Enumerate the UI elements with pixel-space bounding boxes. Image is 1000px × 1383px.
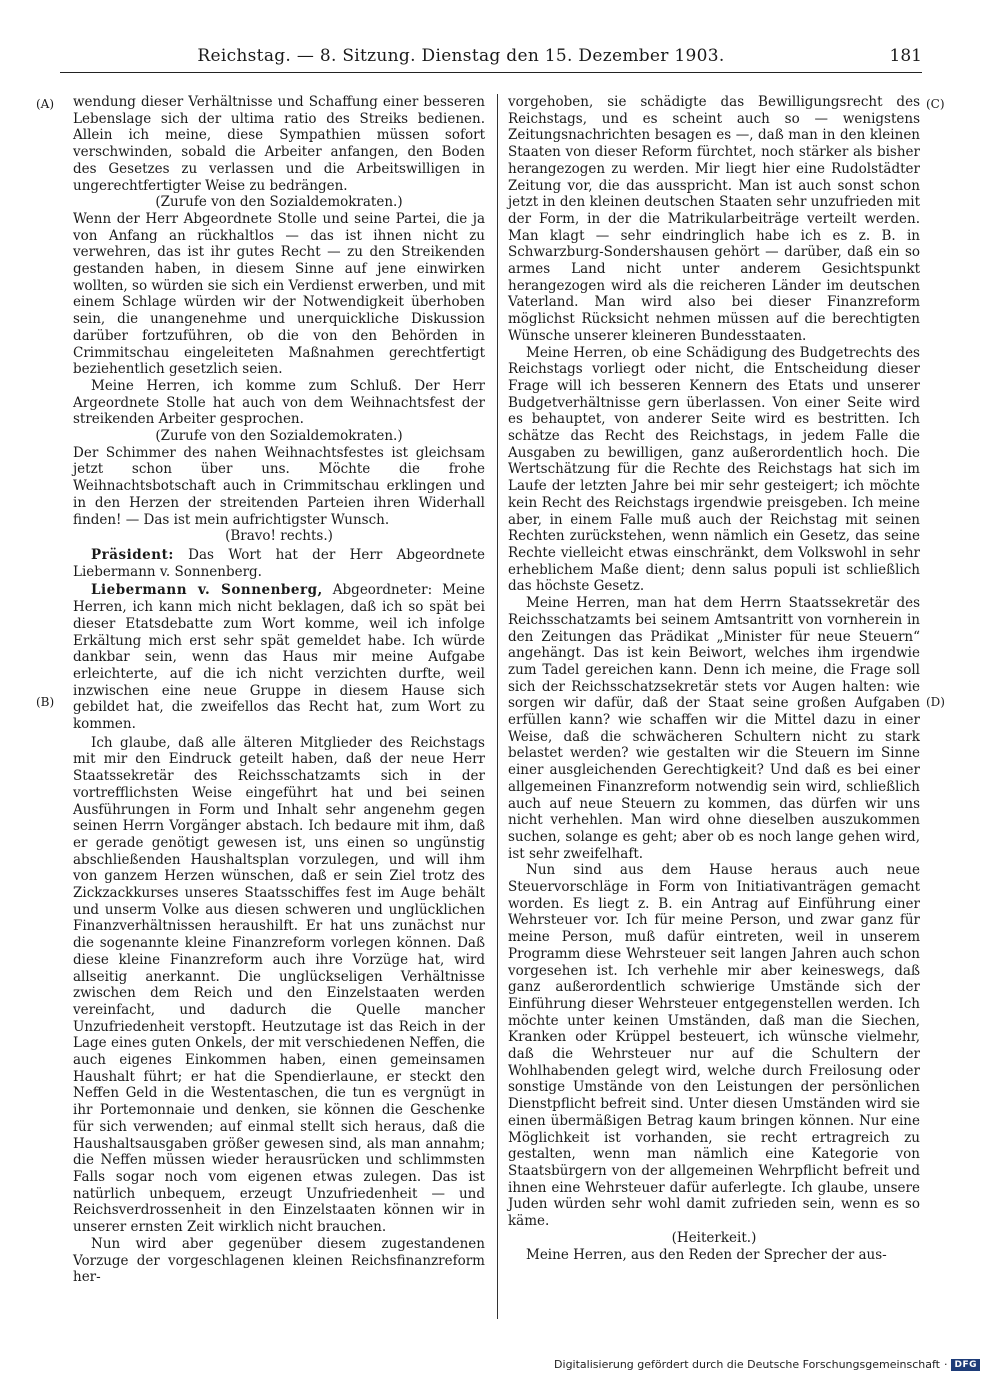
speech-paragraph xyxy=(73,582,485,732)
paragraph: wendung dieser Verhältnisse und Schaffung einer besseren Lebenslage sich der ultima ratio des Streiks bedienen. Allein ich meine, diese Sympathien müssen sofort verschwinden, sobald die Arbeiter anfangen, den Boden des Gesetzes zu verlassen und die Arbeitswilligen in ungerechtfertigter Weise zu bedrängen. xyxy=(73,94,485,194)
dfg-logo: DFG xyxy=(951,1359,980,1371)
speech-text: Das Wort hat der Herr Abgeordnete Liebermann v. Sonnenberg. xyxy=(73,546,485,580)
speaker-name: Liebermann v. Sonnenberg, xyxy=(91,582,323,599)
stage-direction: (Bravo! rechts.) xyxy=(225,528,333,545)
left-column xyxy=(73,94,485,1286)
running-title: Reichstag. — 8. Sitzung. Dienstag den 15. Dezember 1903. xyxy=(197,46,725,66)
paragraph: Meine Herren, ich komme zum Schluß. Der Herr Argeordnete Stolle hat auch von dem Weihnachtsfest der streikenden Arbeiter gesprochen. xyxy=(73,377,485,428)
paragraph: Meine Herren, ob eine Schädigung des Budgetrechts des Reichstags vorliegt oder nicht, die Entscheidung dieser Frage will ich besseren Kennern des Etats und unserer Budgetverhältnisse gern überlassen. Von einer Seite wird es behauptet, von anderer Seite wird es bestritten. Ich schätze das Recht des Reichstags, in jedem Falle die Ausgaben zu bewilligen, ganz außerordentlich hoch. Die Wertschätzung für die Rechte des Reichstags hat sich im Laufe der letzten Jahre bei mir sehr gesteigert; ich möchte kein Recht des Reichstags irgendwie preisgeben. Ich meine aber, in einem Falle muß auch der Reichstag mit seinen Rechten zurückstehen, wenn nämlich ein Gesetz, das seine Rechte vielleicht etwas einschränkt, dem Volkswohl in sehr erheblichem Maße dient; denn salus populi ist schließlich das höchste Gesetz. xyxy=(508,344,920,595)
margin-marker-b: (B) xyxy=(36,695,55,709)
page-header xyxy=(60,46,922,73)
column-divider xyxy=(497,94,498,1319)
speech-text: Abgeordneter: Meine Herren, ich kann mich nicht beklagen, daß ich so spät bei dieser Etatsdebatte zum Wort komme, weil ich infolge Erkältung mich erst sehr spät gemeldet habe. Ich würde dankbar sein, wenn das Haus mir meine Aufgabe erleichterte, auf die ich nicht verzichten durfte, weil inzwischen eine neue Gruppe in diesem Hause sich gebildet hat, die zweifellos das Recht hat, zum Wort zu kommen. xyxy=(73,582,485,733)
footer xyxy=(554,1358,980,1371)
right-column xyxy=(508,94,920,1263)
speaker-name: Präsident: xyxy=(91,546,174,563)
footer-credit: Digitalisierung gefördert durch die Deutsche Forschungsgemeinschaft xyxy=(554,1358,940,1371)
paragraph: Nun wird aber gegenüber diesem zugestandenen Vorzuge der vorgeschlagenen kleinen Reichsfinanzreform her- xyxy=(73,1235,485,1286)
paragraph: Ich glaube, daß alle älteren Mitglieder des Reichstags mit mir den Eindruck geteilt haben, daß der neue Herr Staatssekretär des Reichsschatzamts sich in der vortrefflichsten Weise eingeführt hat und bei seinen Ausführungen in Form und Inhalt sehr angenehm gegen seinen Herrn Vorgänger abstach. Ich bedaure mit ihm, daß er gerade genötigt gewesen ist, uns einen so ungünstig abschließenden Haushaltsplan vorzulegen, und will ihm von ganzem Herzen wünschen, daß er sein Ziel trotz des Zickzackkurses unseres Staatsschiffes fest im Auge behält und unserm Volke aus diesen schweren und unglücklichen Finanzverhältnissen heraushilft. Er hat uns zunächst nur die sogenannte kleine Finanzreform vorlegen können. Daß diese kleine Finanzreform auch ihre Vorzüge hat, wird allseitig anerkannt. Die unglückseligen Verhältnisse zwischen dem Reich und den Einzelstaaten werden vereinfacht, und dadurch die Quelle mancher Unzufriedenheit verstopft. Heutzutage ist das Reich in der Lage eines guten Onkels, der mit verschiedenen Neffen, die auch eigenes Einkommen haben, einen gemeinsamen Haushalt führt; er hat die Spendierlaune, er steckt den Neffen Geld in die Westentaschen, die tun es vergnügt in ihr Portemonnaie und denken, sie können die Geschenke für sich verwenden; auf einmal stellt sich heraus, daß die Haushaltsausgaben größer gewesen sind, als man annahm; die Neffen müssen wieder herausrücken und schlimmsten Falls sogar noch vom eigenen etwas zulegen. Das ist natürlich unbequem, erzeugt Unzufriedenheit — und Reichsverdrossenheit in den Einzelstaaten können wir in unserer ernsten Zeit wirklich nicht brauchen. xyxy=(73,734,485,1236)
stage-direction: (Zurufe von den Sozialdemokraten.) xyxy=(155,428,403,445)
margin-marker-d: (D) xyxy=(926,695,945,709)
stage-direction: (Heiterkeit.) xyxy=(671,1229,757,1246)
speech-paragraph xyxy=(73,547,485,580)
paragraph: Wenn der Herr Abgeordnete Stolle und seine Partei, die ja von Anfang an rückhaltlos — das ist ihnen nicht zu verwehren, das ist ihr gutes Recht — zu den Streikenden gestanden haben, in diesem Sinne auf jene einwirken wollten, so würden sie sich ein Verdienst erwerben, und mit einem Schlage würden wir der Notwendigkeit überhoben sein, die unangenehme und unerquickliche Diskussion darüber fortzuführen, ob die von den Behörden in Crimmitschau eingeleiteten Maßnahmen gerechtfertigt beziehentlich gesetzlich seien. xyxy=(73,210,485,378)
margin-marker-c: (C) xyxy=(926,97,945,111)
paragraph: Meine Herren, man hat dem Herrn Staatssekretär des Reichsschatzamts bei seinem Amtsantritt von vornherein in den Zeitungen das Prädikat „Minister für neue Steuern“ angehängt. Das ist kein Beiwort, welches ihm irgendwie zum Tadel gereichen kann. Denn ich meine, die Frage soll sich der Reichsschatzsekretär stets vor Augen halten: wie sorgen wir dafür, daß der Staat seine großen Aufgaben erfüllen kann? wie schaffen wir die Mittel dazu in einer Weise, daß die schwächeren Schultern nicht zu stark belastet werden? wie gestalten wir die Steuern im Sinne einer ausgleichenden Gerechtigkeit? Und daß es bei einer allgemeinen Finanzreform notwendig sein wird, schließlich auch auf neue Steuern zu kommen, das dürfen wir uns nicht verhehlen. Man wird ohne dieselben auszukommen suchen, solange es geht; aber ob es noch lange gehen wird, ist sehr zweifelhaft. xyxy=(508,595,920,862)
page-number: 181 xyxy=(889,46,922,66)
paragraph: Nun sind aus dem Hause heraus auch neue Steuervorschläge in Form von Initiativanträgen gemacht worden. Es liegt z. B. ein Antrag auf Einführung einer Wehrsteuer vor. Ich für meine Person, und zwar ganz für meine Person, muß dafür eintreten, weil in unserem Programm diese Wehrsteuer seit langen Jahren auch schon vorgesehen ist. Ich verhehle mir aber keineswegs, daß ganz außerordentlich schwierige Umstände sich der Einführung dieser Wehrsteuer entgegenstellen werden. Ich möchte unter keinen Umständen, daß man die Siechen, Kranken oder Krüppel besteuert, ich wünsche vielmehr, daß die Wehrsteuer nur auf die Schultern der Wohlhabenden gelegt wird, welche durch Freilosung oder sonstige Umstände von den Leistungen der persönlichen Dienstpflicht befreit sind. Unter diesen Umständen wird sie einen übermäßigen Betrag kaum bringen können. Nur eine Möglichkeit ist vorhanden, sie recht ertragreich zu gestalten, wenn man nämlich eine Kategorie von Staatsbürgern von der allgemeinen Wehrpflicht befreit und ihnen eine Wehrsteuer dafür auferlegte. Ich glaube, unsere Juden würden sehr wohl damit zufrieden sein, wenn es so käme. xyxy=(508,862,920,1230)
stage-direction: (Zurufe von den Sozialdemokraten.) xyxy=(155,194,403,211)
margin-marker-a: (A) xyxy=(36,97,55,111)
paragraph: Der Schimmer des nahen Weihnachtsfestes ist gleichsam jetzt schon über uns. Möchte die frohe Weihnachtsbotschaft auch in Crimmitschau erklingen und in den Herzen der streitenden Parteien ihren Widerhall finden! — Das ist mein aufrichtigster Wunsch. xyxy=(73,444,485,528)
footer-separator: · xyxy=(943,1358,948,1371)
paragraph: vorgehoben, sie schädigte das Bewilligungsrecht des Reichstags, und es scheint auch so — wenigstens Zeitungsnachrichten besagen es —, daß man in den kleinen Staaten von dieser Reform fürchtet, noch stärker als bisher herangezogen zu werden. Mir liegt hier eine Rudolstädter Zeitung vor, die das ausspricht. Man ist auch sonst schon jetzt in den kleinen deutschen Staaten sehr unzufrieden mit der Form, in der die Matrikularbeiträge verteilt werden. Man klagt — sehr eindringlich habe ich es z. B. in Schwarzburg-Sondershausen gehört — darüber, daß ein so armes Land nicht unter anderem Gesichtspunkt herangezogen wird als die reicheren Länder im deutschen Vaterland. Man wird also bei dieser Finanzreform möglichst Rücksicht nehmen müssen auf die berechtigten Wünsche unserer kleineren Bundesstaaten. xyxy=(508,94,920,344)
paragraph: Meine Herren, aus den Reden der Sprecher der aus- xyxy=(526,1246,887,1263)
